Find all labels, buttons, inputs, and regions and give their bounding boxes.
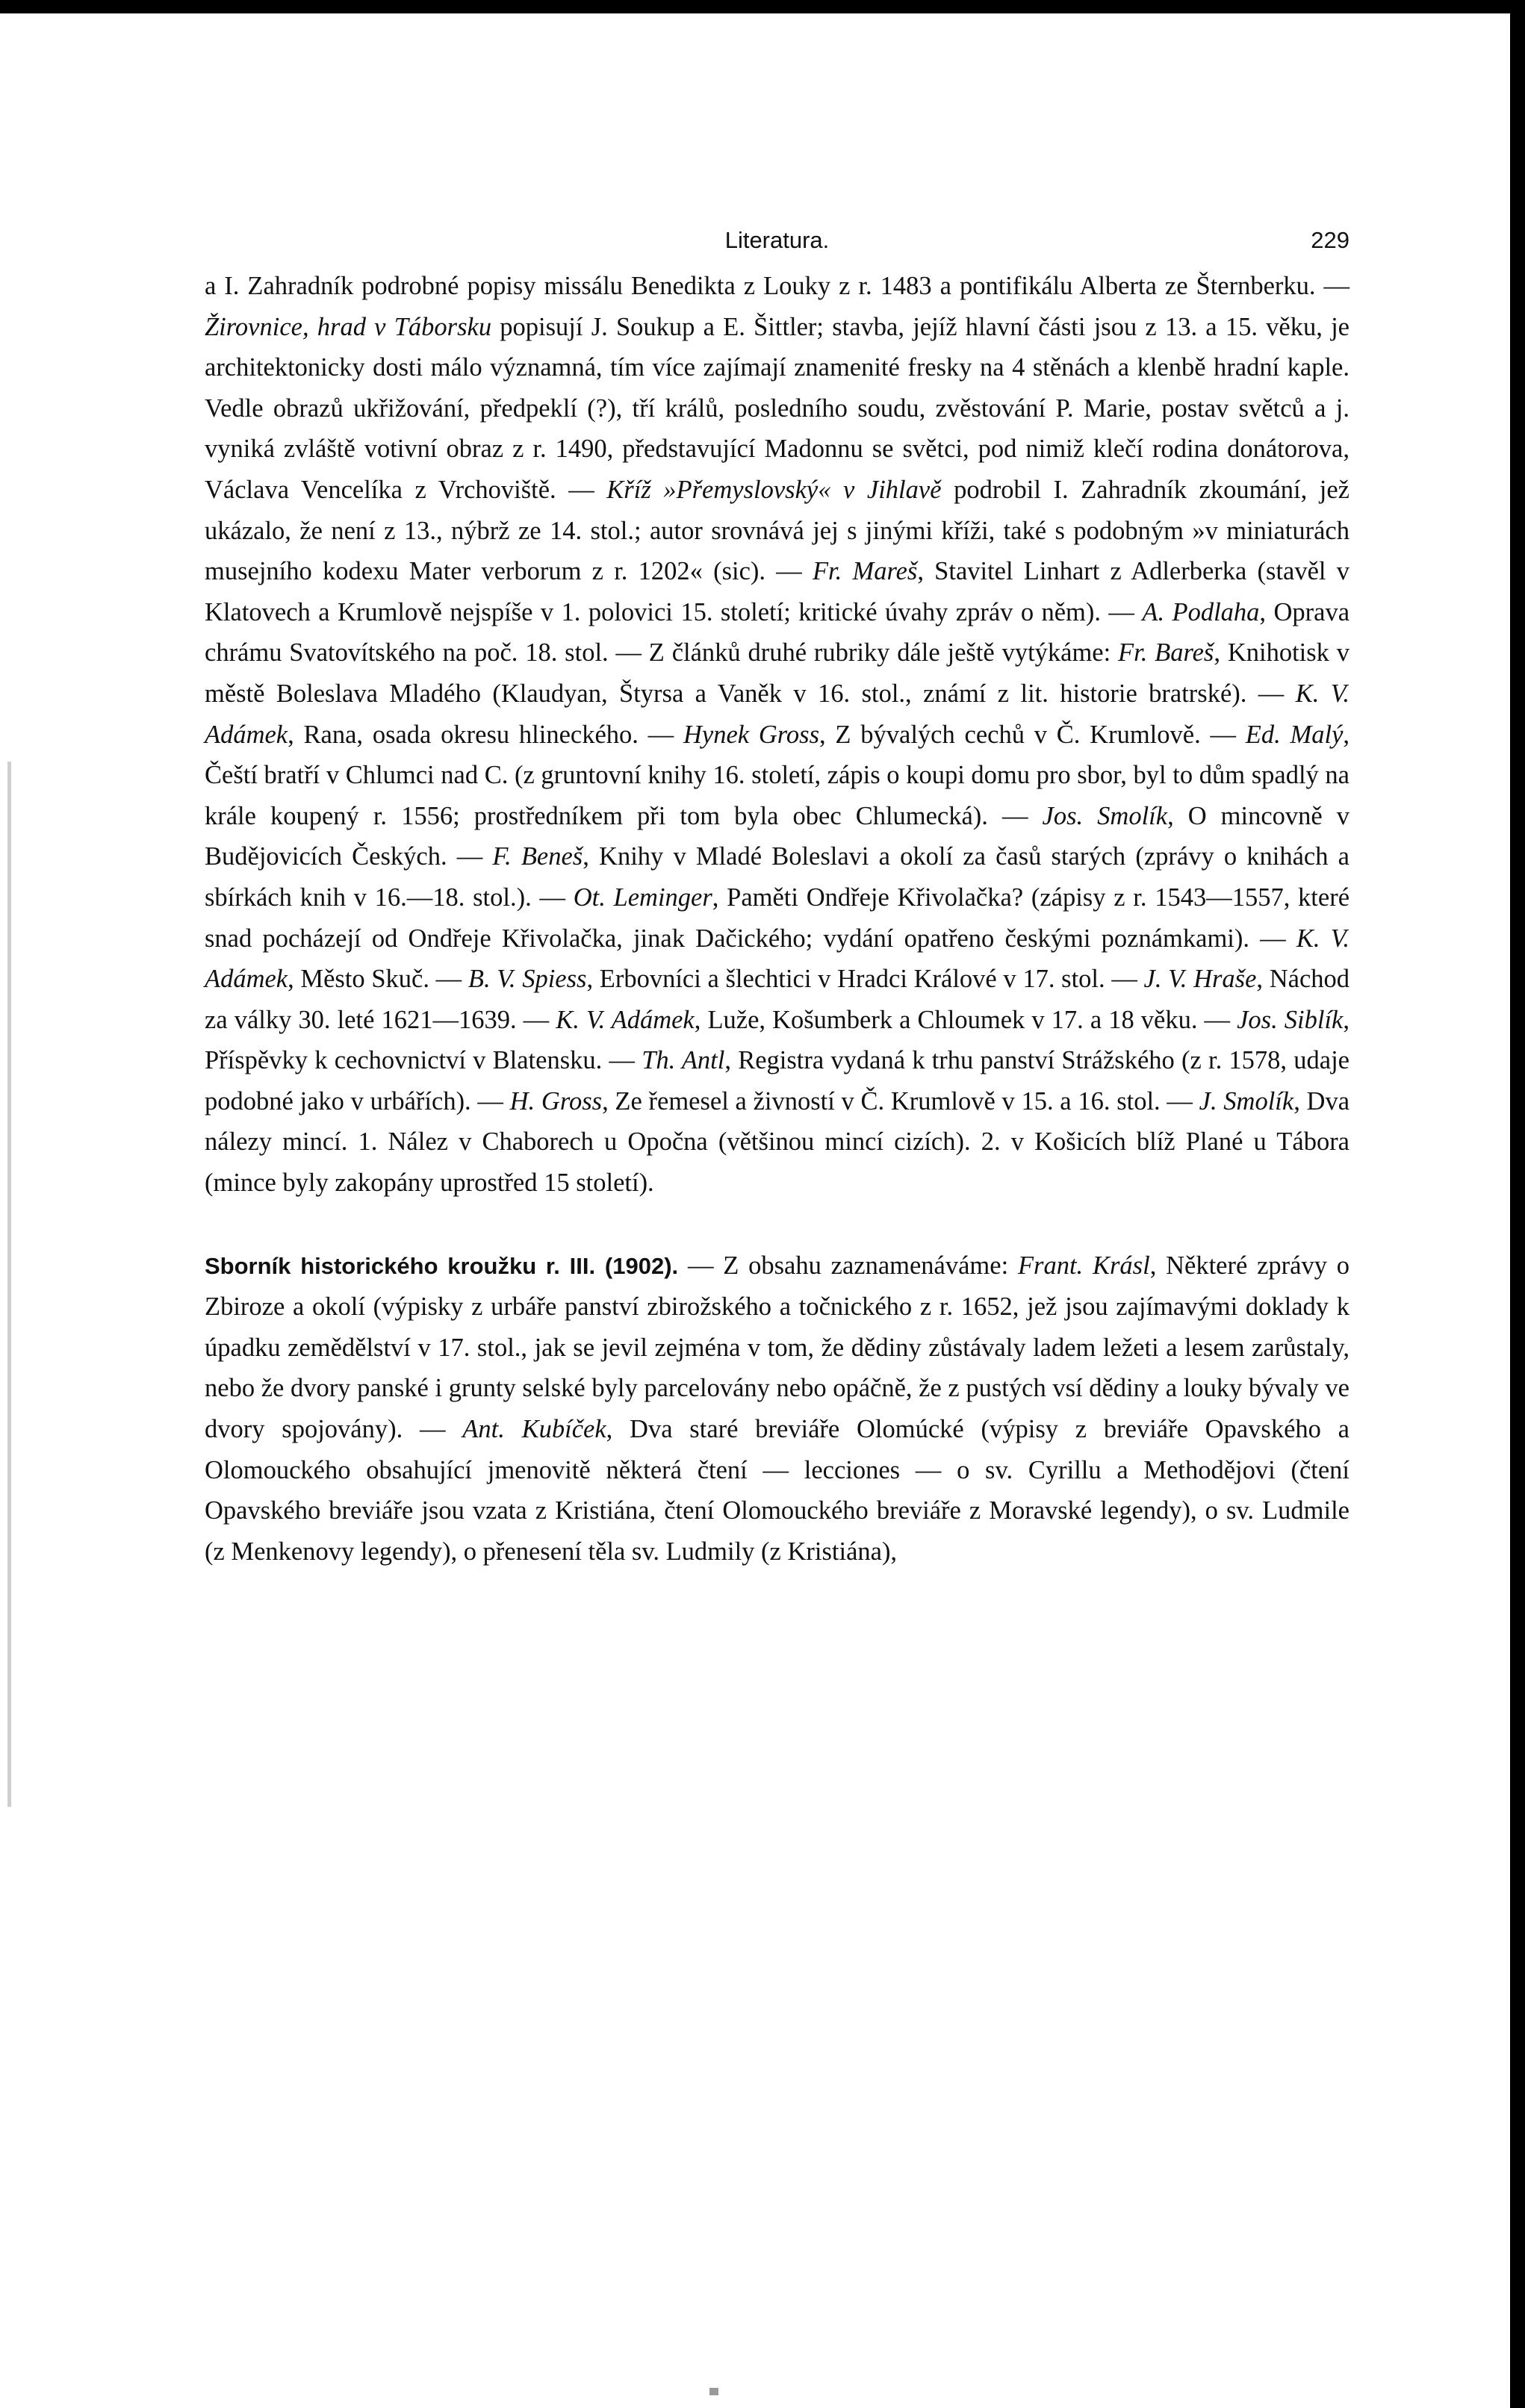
author-name: J. Smolík [1199,1086,1294,1116]
author-name: K. V. Adámek [205,924,1350,994]
author-name: B. V. Spiess [468,965,587,994]
text-run: , Čeští bratří v Chlumci nad C. (z gruntovní knihy 16. století, zápis o koupi domu pro sbor, byl to dům spadlý na krále koupený r. 1556; prostředníkem při tom byla obec Chlumecká). — [205,720,1350,830]
paragraph-literature-review [205,266,1349,1204]
text-run: , Paměti Ondřeje Křivolačka? (zápisy z r. 1543—1557, které snad pocházejí od Ondřeje Křivolačka, jinak Dačického; vydání opatřeno českými poznámkami). — [205,883,1350,953]
text-run: , Některé zprávy o Zbiroze a okolí (výpisky z urbáře panství zbirožského a točnického z r. 1652, jež jsou zajímavými doklady k úpadku zemědělství v 17. stol., jak se jevil zejména v tom, že dědiny zůstávaly ladem ležeti a lesem zarůstaly, nebo že dvory panské i grunty selské byly parcelovány nebo opáčně, že z pustých vsí dědiny a louky bývaly ve dvory spojovány). — [205,1251,1349,1444]
running-head [205,224,1349,266]
text-run: , Příspěvky k cechovnictví v Blatensku. — [205,1005,1349,1075]
text-run: podrobil I. Zahradník zkoumání, jež ukázalo, že není z 13., nýbrž ze 14. stol.; autor srovnává jej s jinými kříži, také s podobným »v miniaturách musejního kodexu Mater verborum z r. 1202« (sic). — [205,475,1349,586]
scan-border-right [1510,0,1525,2408]
author-name: Jos. Siblík [1237,1005,1344,1034]
author-name: Jos. Smolík [1042,801,1168,830]
author-name: Ant. Kubíček [462,1415,606,1444]
author-name: K. V. Adámek [556,1005,695,1034]
text-run: — Z obsahu zaznamenáváme: [678,1251,1018,1280]
text-run: , Erbovníci a šlechtici v Hradci Králové v 17. stol. — [586,965,1144,994]
article-title: Kříž »Přemyslovský« v Jihlavě [606,475,942,504]
author-name: Ot. Leminger [573,883,712,912]
text-run: , Luže, Košumberk a Chloumek v 17. a 18 věku. — [694,1005,1237,1034]
text-run: , Knihotisk v městě Boleslava Mladého (Klaudyan, Štyrsa a Vaněk v 16. stol., známí z lit. historie bratrské). — [205,638,1349,708]
book-page [205,224,1349,1572]
text-run: , Z bývalých cechů v Č. Krumlově. — [819,720,1246,749]
body-text [205,266,1349,1572]
text-run: , Stavitel Linhart z Adlerberka (stavěl v Klatovech a Krumlově nejspíše v 1. polovici 15. století; kritické úvahy zpráv o něm). — [205,557,1349,626]
author-name: Ed. Malý [1245,720,1344,749]
author-name: J. V. Hraše [1143,965,1257,994]
page-number: 229 [1311,227,1349,253]
author-name: Th. Antl [642,1046,725,1075]
author-name: Fr. Mareš [812,557,918,586]
author-name: K. V. Adámek [205,679,1349,749]
text-run: , Dva nálezy mincí. 1. Nález v Chaborech u Opočna (většinou mincí cizích). 2. v Košicích blíž Plané u Tábora (mince byly zakopány uprostřed 15 století). [205,1086,1350,1198]
paragraph-gap [205,1204,1349,1245]
running-title: Literatura. [724,227,830,253]
text-run: , Registra vydaná k trhu panství Strážského (z r. 1578, udaje podobné jako v urbářích). — [205,1046,1349,1116]
paragraph-sbornik [205,1245,1349,1572]
section-heading: Sborník historického kroužku r. III. (1902). [205,1252,679,1279]
text-run: , Rana, osada okresu hlineckého. — [288,720,683,749]
scan-edge-left [7,762,11,1807]
author-name: Frant. Krásl [1017,1251,1150,1280]
text-run: , O mincovně v Budějovicích Českých. — [205,801,1350,871]
author-name: Hynek Gross [683,720,820,749]
author-name: F. Beneš [492,842,583,871]
author-name: Fr. Bareš [1118,638,1214,668]
scan-mark-bottom [709,2388,718,2395]
text-run: , Oprava chrámu Svatovítského na poč. 18. stol. — Z článků druhé rubriky dále ještě vytýkáme: [205,597,1350,668]
text-run: a I. Zahradník podrobné popisy missálu Benedikta z Louky z r. 1483 a pontifikálu Alberta ze Šternberku. — [205,272,1349,300]
text-run: , Dva staré breviáře Olomúcké (výpisy z breviáře Opavského a Olomouckého obsahující jmenovitě některá čtení — lecciones — o sv. Cyrillu a Methodějovi (čtení Opavského breviáře jsou vzata z Kristiána, čtení Olomouckého breviáře z Moravské legendy), o sv. Ludmile (z Menkenovy legendy), o přenesení těla sv. Ludmily (z Kristiána), [205,1415,1349,1566]
text-run: , Město Skuč. — [288,965,468,994]
author-name: H. Gross [509,1086,603,1116]
text-run: popisují J. Soukup a E. Šittler; stavba, jejíž hlavní části jsou z 13. a 15. věku, je architektonicky dosti málo významná, tím více zajímají znamenité fresky na 4 stěnách a klenbě hradní kaple. Vedle obrazů ukřižování, předpeklí (?), tří králů, posledního soudu, zvěstování P. Marie, postav světců a j. vyniká zvláště votivní obraz z r. 1490, představující Madonnu se světci, pod nimiž klečí rodina donátorova, Václava Vencelíka z Vrchoviště. — [205,312,1349,504]
scan-border-top [0,0,1525,13]
text-run: , Knihy v Mladé Boleslavi a okolí za časů starých (zprávy o knihách a sbírkách knih v 16.—18. stol.). — [205,842,1349,912]
text-run: , Náchod za války 30. leté 1621—1639. — [205,965,1350,1034]
article-title: Žirovnice, hrad v Táborsku [205,312,492,341]
text-run: , Ze řemesel a živností v Č. Krumlově v 15. a 16. stol. — [602,1086,1199,1116]
author-name: A. Podlaha [1142,597,1260,626]
